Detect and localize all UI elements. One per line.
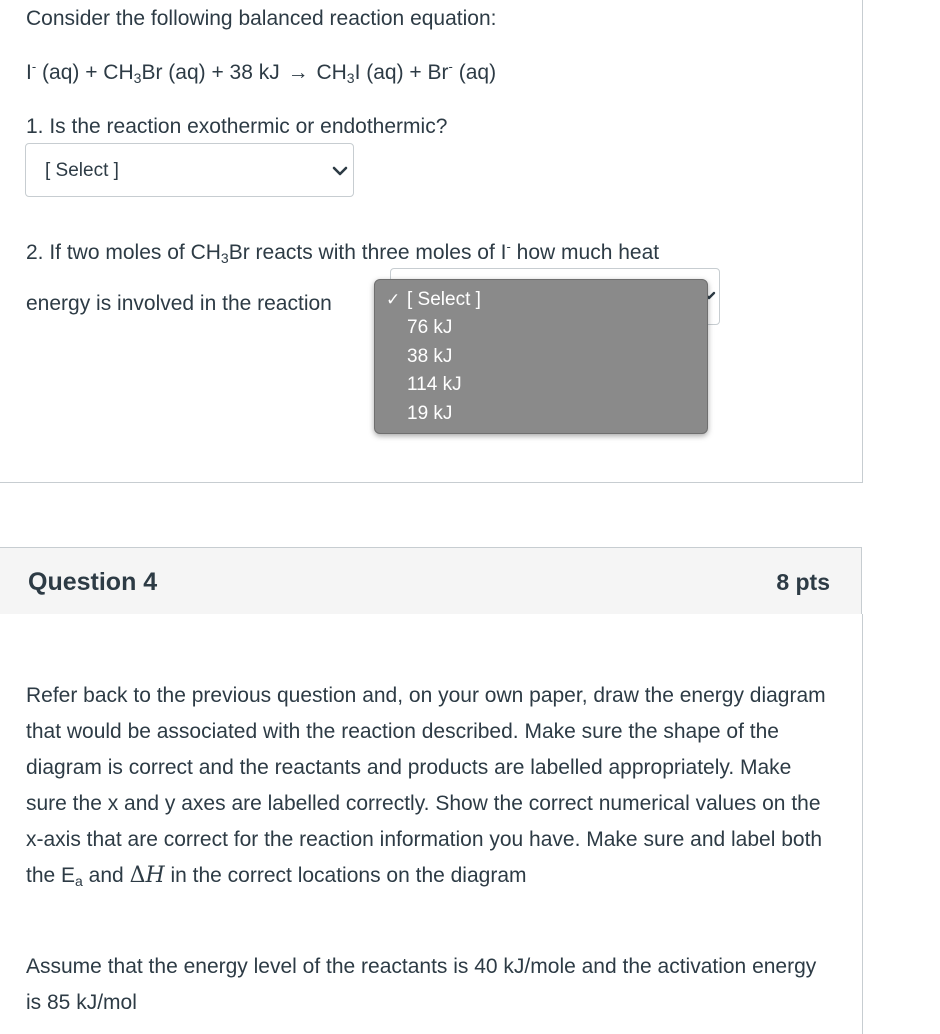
dropdown-option-114kj[interactable]: 114 kJ [407, 374, 462, 395]
q2-text-b: Br reacts with three moles of I [228, 241, 507, 264]
eq-bromide-charge: - [448, 59, 453, 74]
question-4-points: 8 pts [776, 569, 830, 595]
ea-subscript: a [75, 873, 83, 889]
eq-iodide-charge: - [31, 59, 37, 74]
instructions-tail: in the correct locations on the diagram [164, 864, 527, 887]
chevron-down-icon [331, 162, 349, 180]
instructions-and: and [82, 864, 130, 887]
question-2-line-1 [26, 239, 659, 267]
question-2-line-2: energy is involved in the reaction [26, 292, 332, 315]
question-intro: Consider the following balanced reaction equation: [26, 7, 497, 30]
delta-h-symbol [130, 863, 165, 888]
dropdown-option-38kj[interactable]: 38 kJ [407, 346, 453, 367]
question-1-select-value: [ Select ] [45, 160, 119, 181]
delta-symbol: Δ [129, 863, 146, 888]
question-1-select[interactable] [25, 143, 354, 197]
eq-sub-1: 3 [133, 70, 142, 86]
checkmark-icon: ✓ [386, 290, 401, 309]
eq-part-3: CH [316, 61, 347, 84]
eq-iodide: I [26, 61, 32, 84]
instructions-text: Refer back to the previous question and, on your own paper, draw the energy diagram that would be associated with the reaction described. Make sure the shape of the diagram is correct and the reactants and products are labelled appropriately. Make sure the x and y axes are labelled correctly. Show the correct numerical values on the x-axis that are correct for the reaction information you have. Make sure and label both the E [26, 684, 826, 887]
question-4-instructions [26, 678, 836, 894]
eq-part-2: Br (aq) + 38 kJ [141, 61, 280, 84]
reaction-equation [26, 59, 496, 87]
h-symbol: H [145, 863, 165, 888]
q2-charge: - [506, 239, 511, 254]
question-4-body [0, 614, 863, 1034]
q2-sub: 3 [220, 250, 229, 266]
eq-part-1: (aq) + CH [42, 61, 134, 84]
eq-part-4: I (aq) + Br [354, 61, 449, 84]
dropdown-option-19kj[interactable]: 19 kJ [407, 403, 453, 424]
q2-text-a: 2. If two moles of CH [26, 241, 221, 264]
dropdown-option-select[interactable]: [ Select ] [407, 289, 481, 310]
question-4-header [0, 547, 862, 615]
q2-text-c: how much heat [516, 241, 660, 264]
question-4-title: Question 4 [28, 568, 158, 596]
question-4-assumption: Assume that the energy level of the reactants is 40 kJ/mole and the activation energy is 85 kJ/mol [26, 955, 817, 1014]
question-2-dropdown-menu [374, 279, 708, 434]
dropdown-option-76kj[interactable]: 76 kJ [407, 317, 453, 338]
question-1-text: 1. Is the reaction exothermic or endothermic? [26, 115, 448, 138]
reaction-arrow: → [287, 61, 309, 84]
eq-part-5: (aq) [458, 61, 497, 84]
eq-sub-2: 3 [346, 70, 355, 86]
